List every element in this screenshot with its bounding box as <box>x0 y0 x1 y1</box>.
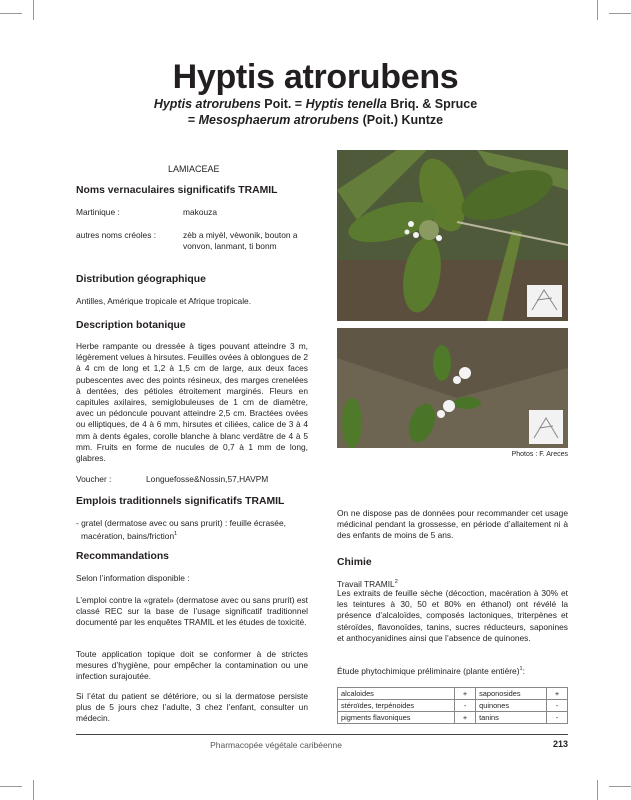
recommendation-p4: Si l’état du patient se détériore, ou si la dermatose persiste plus de 5 jours chez l’adulte, 3 chez l’enfant, consulter un médecin. <box>76 691 308 724</box>
reference: 2 <box>394 579 398 585</box>
distribution-text: Antilles, Amérique tropicale et Afrique tropicale. <box>76 296 252 306</box>
uses-line-text: macération, bains/friction <box>81 531 175 541</box>
author: Briq. & Spruce <box>386 97 478 111</box>
crop-mark <box>597 0 598 20</box>
botanical-heading: Description botanique <box>76 320 186 331</box>
crop-mark <box>609 13 631 14</box>
distribution-heading: Distribution géographique <box>76 274 206 285</box>
table-cell: pigments flavoniques <box>338 712 455 724</box>
species-name: Hyptis atrorubens <box>153 97 261 111</box>
plant-photo-2 <box>337 328 568 448</box>
synonym-line-1 <box>0 97 631 111</box>
phytochemical-study <box>337 664 568 677</box>
botanical-text: Herbe rampante ou dressée à tiges pouvant atteindre 3 m, légèrement velues à hirsutes. Feuilles ovées à oblongues de 2 à 4 cm de long et 1,2 à 1,5 cm de large, aux deux faces pubescentes avec des points résineux, des marges crenelées à dentées, des pétioles étroitement marginés. Fleurs en capitules axilaires, semiglobuleuses de 1 cm de diamètre, avec un pédoncule pouvant atteindre 2,5 cm. Bractées ovées ou elliptiques, de 4 à 6 mm, hirsutes et ciliées, calice de 3 à 4 mm à dents égales, corolle blanche à blanc verdâtre de 4 à 5 mm. Fruits en forme de nucules de 0,7 à 1 mm de long, glabres. <box>76 341 308 464</box>
vernacular-label: Martinique : <box>76 207 120 217</box>
crop-mark <box>0 13 22 14</box>
synonym-line-2 <box>0 113 631 127</box>
crop-mark <box>33 780 34 800</box>
voucher-value: Longuefosse&Nossin,57,HAVPM <box>146 474 269 484</box>
crop-mark <box>33 0 34 20</box>
recommendation-p3: Toute application topique doit se conformer à de strictes mesures d’hygiène, pour empêcher la contamination ou une infection surajoutée. <box>76 649 308 682</box>
crop-mark <box>597 780 598 800</box>
phytochemical-table <box>337 687 568 724</box>
table-cell: - <box>455 700 476 712</box>
plant-photo-1 <box>337 150 568 321</box>
table-cell: alcaloides <box>338 688 455 700</box>
study-label: Étude phytochimique préliminaire (plante entière) <box>337 665 520 676</box>
uses-line: - gratel (dermatose avec ou sans prurit) : feuille écrasée, <box>76 518 286 528</box>
plant-photo-2-image <box>337 328 568 448</box>
voucher-label: Voucher : <box>76 474 112 484</box>
photo-credit: Photos : F. Areces <box>511 451 568 458</box>
uses-text <box>76 518 308 542</box>
table-cell: - <box>547 700 568 712</box>
chemistry-work-label: Travail TRAMIL <box>337 578 395 589</box>
page-title: Hyptis atrorubens <box>172 58 459 96</box>
table-cell: tanins <box>476 712 547 724</box>
table-cell: quinones <box>476 700 547 712</box>
vernacular-value: makouza <box>183 207 217 217</box>
table-row <box>338 712 568 724</box>
table-cell: + <box>455 688 476 700</box>
author: (Poit.) Kuntze <box>359 113 444 127</box>
table-cell: saponosides <box>476 688 547 700</box>
uses-line <box>76 529 308 542</box>
crop-mark <box>609 786 631 787</box>
pregnancy-text: On ne dispose pas de données pour recommander cet usage médicinal pendant la grossesse, en période d’allaitement ni à des enfants de moins de 5 ans. <box>337 508 568 541</box>
vernacular-label: autres noms créoles : <box>76 230 157 240</box>
synonym-name: Mesosphaerum atrorubens <box>198 113 360 127</box>
recommendation-p2: L’emploi contre la «gratel» (dermatose avec ou sans prurit) est classé REC sur la base de l’usage significatif traditionnel documenté par les enquêtes TRAMIL et les études de toxicité. <box>76 595 308 628</box>
author: Poit. = <box>260 97 306 111</box>
chemistry-text: Les extraits de feuille sèche (décoction, macération à 30% et les teintures à 30, 50 et 80% en éthanol) ont révélé la présence d’alcaloïdes, composés lactoniques, triterpènes et stéroïdes, flavonoïdes, tanins, sucres réducteurs, saponines et anthocyanidines ainsi que l’absence de quinones. <box>337 588 568 643</box>
vernacular-value: zèb a miyèl, vèwonik, bouton a vonvon, lanmant, ti bonm <box>183 230 298 252</box>
reference: 1 <box>174 531 178 538</box>
table-cell: stéroïdes, terpénoides <box>338 700 455 712</box>
synonym-name: Hyptis tenella <box>305 97 387 111</box>
recommendation-p1: Selon l’information disponible : <box>76 573 190 583</box>
vernacular-heading: Noms vernaculaires significatifs TRAMIL <box>76 185 278 196</box>
table-row <box>338 700 568 712</box>
uses-heading: Emplois traditionnels significatifs TRAMIL <box>76 496 285 507</box>
chemistry-heading: Chimie <box>337 557 372 568</box>
colon: : <box>522 665 525 676</box>
table-cell: + <box>455 712 476 724</box>
crop-mark <box>0 786 22 787</box>
footer-title: Pharmacopée végétale caribéenne <box>210 740 342 750</box>
table-cell: + <box>547 688 568 700</box>
recommendations-heading: Recommandations <box>76 551 169 562</box>
footer-divider <box>76 734 568 735</box>
table-row <box>338 688 568 700</box>
reference: 1 <box>519 666 523 672</box>
equals: = <box>187 113 199 127</box>
page-number: 213 <box>552 739 568 749</box>
plant-photo-1-image <box>337 150 568 321</box>
plant-family: LAMIACEAE <box>168 164 220 174</box>
table-cell: - <box>547 712 568 724</box>
